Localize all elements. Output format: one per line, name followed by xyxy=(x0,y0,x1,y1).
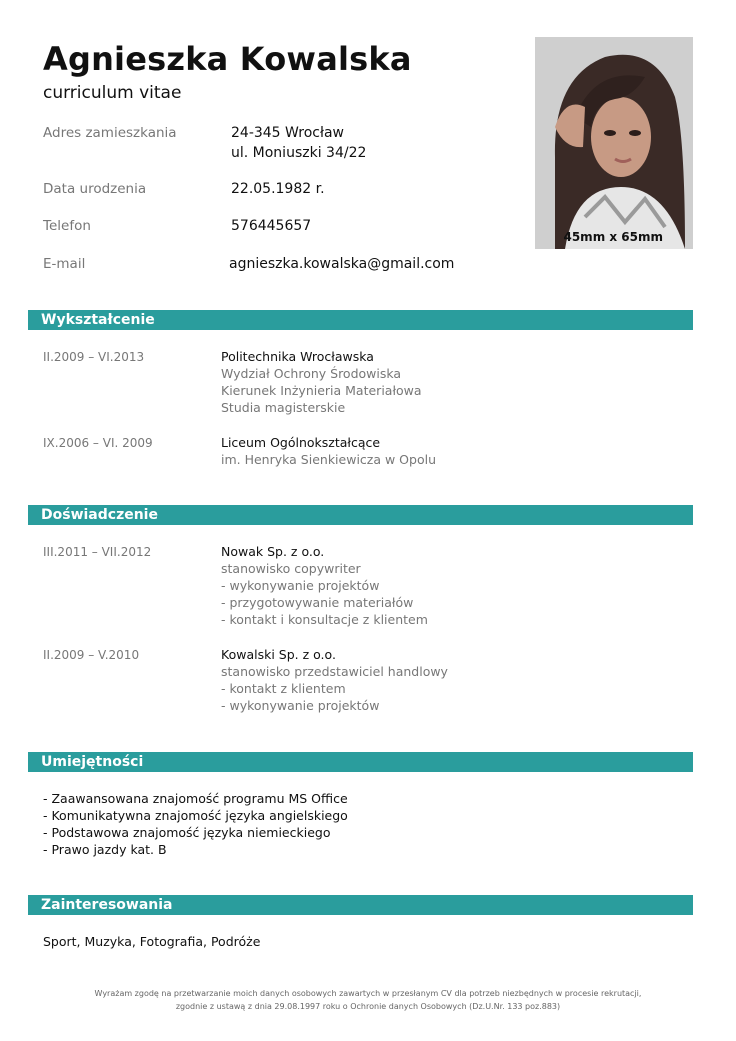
education-detail: im. Henryka Sienkiewicza w Opolu xyxy=(221,452,436,467)
consent-line-2: zgodnie z ustawą z dnia 29.08.1997 roku o Ochronie danych Osobowych (Dz.U.Nr. 133 poz.883) xyxy=(175,1002,561,1011)
gdpr-consent-clause xyxy=(60,987,676,1013)
education-entry-2 xyxy=(221,434,436,468)
phone-label: Telefon xyxy=(43,218,91,234)
address-line-1: 24-345 Wrocław xyxy=(231,125,344,141)
section-education: Wykształcenie xyxy=(28,310,693,330)
section-interests: Zainteresowania xyxy=(28,895,693,915)
experience-detail: - wykonywanie projektów xyxy=(221,578,380,593)
experience-entry-2 xyxy=(221,646,448,714)
experience-detail: stanowisko przedstawiciel handlowy xyxy=(221,664,448,679)
experience-detail: - przygotowywanie materiałów xyxy=(221,595,414,610)
experience-company: Kowalski Sp. z o.o. xyxy=(221,647,336,662)
experience-detail: - wykonywanie projektów xyxy=(221,698,380,713)
skill-item: - Zaawansowana znajomość programu MS Office xyxy=(43,791,348,806)
education-school: Politechnika Wrocławska xyxy=(221,349,374,364)
education-school: Liceum Ogólnokształcące xyxy=(221,435,381,450)
address-label: Adres zamieszkania xyxy=(43,125,177,141)
education-detail: Kierunek Inżynieria Materiałowa xyxy=(221,383,422,398)
education-detail: Wydział Ochrony Środowiska xyxy=(221,366,402,381)
photo-size-note: 45mm x 65mm xyxy=(563,230,663,244)
cv-name: Agnieszka Kowalska xyxy=(43,40,412,78)
education-date-2: IX.2006 – VI. 2009 xyxy=(43,436,153,450)
cv-subtitle: curriculum vitae xyxy=(43,83,182,103)
skill-item: - Komunikatywna znajomość języka angielskiego xyxy=(43,808,348,823)
birth-date-label: Data urodzenia xyxy=(43,181,147,197)
skill-item: - Prawo jazdy kat. B xyxy=(43,842,167,857)
interests-text: Sport, Muzyka, Fotografia, Podróże xyxy=(43,934,261,949)
experience-company: Nowak Sp. z o.o. xyxy=(221,544,325,559)
experience-detail: stanowisko copywriter xyxy=(221,561,361,576)
phone-value: 576445657 xyxy=(231,218,312,234)
education-detail: Studia magisterskie xyxy=(221,400,346,415)
education-entry-1 xyxy=(221,348,422,416)
education-date-1: II.2009 – VI.2013 xyxy=(43,350,145,364)
email-label: E-mail xyxy=(43,256,86,272)
skills-list xyxy=(43,790,348,858)
section-experience: Doświadczenie xyxy=(28,505,693,525)
portrait-illustration xyxy=(535,37,693,249)
experience-entry-1 xyxy=(221,543,428,628)
skill-item: - Podstawowa znajomość języka niemieckiego xyxy=(43,825,331,840)
birth-date-value: 22.05.1982 r. xyxy=(231,181,325,197)
address-line-2: ul. Moniuszki 34/22 xyxy=(231,145,367,161)
consent-line-1: Wyrażam zgodę na przetwarzanie moich danych osobowych zawartych w przesłanym CV dla potrzeb niezbędnych w procesie rekrutacji, xyxy=(94,989,642,998)
profile-photo xyxy=(535,37,693,249)
experience-detail: - kontakt i konsultacje z klientem xyxy=(221,612,428,627)
email-value: agnieszka.kowalska@gmail.com xyxy=(229,256,455,272)
experience-date-1: III.2011 – VII.2012 xyxy=(43,545,152,559)
experience-date-2: II.2009 – V.2010 xyxy=(43,648,140,662)
experience-detail: - kontakt z klientem xyxy=(221,681,346,696)
section-skills: Umiejętności xyxy=(28,752,693,772)
